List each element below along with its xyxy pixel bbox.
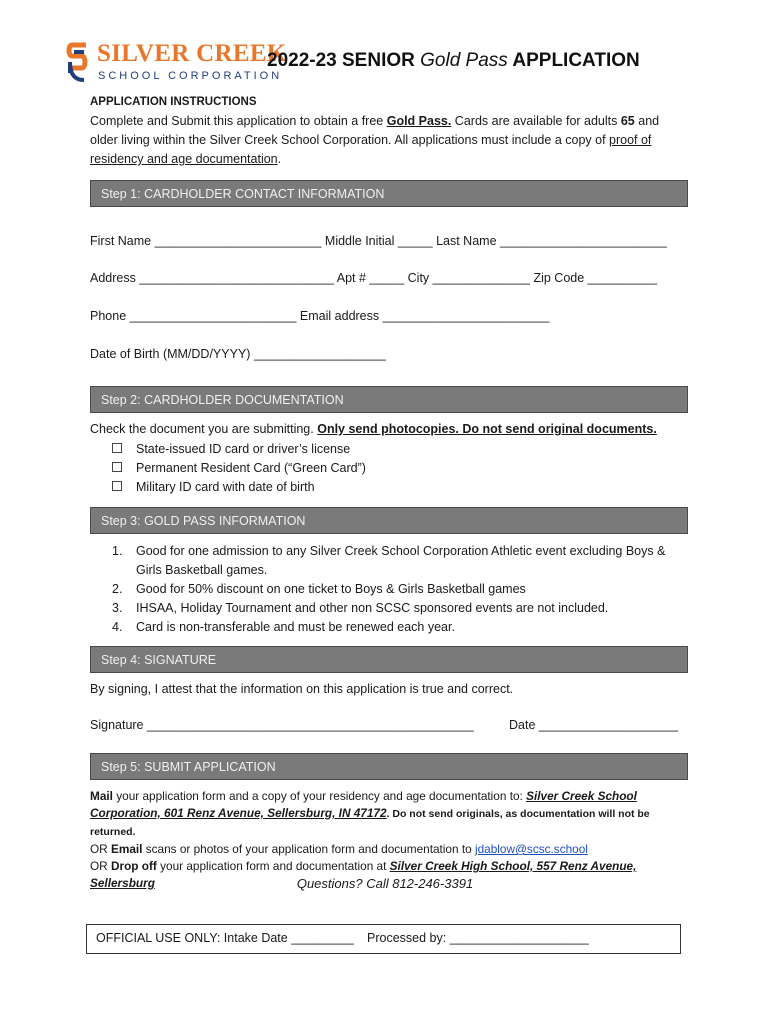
option-military-id[interactable]: Military ID card with date of birth [112, 478, 366, 497]
list-item: 1. Good for one admission to any Silver Creek School Corporation Athletic event excluding Boys & Girls Basketball games. [112, 544, 666, 577]
gold-pass-info-list [112, 542, 682, 637]
step3-header: Step 3: GOLD PASS INFORMATION [90, 507, 688, 534]
contact-fields[interactable]: Phone ________________________ Email address ________________________ [90, 309, 550, 323]
signature-field[interactable]: Signature _______________________________________________ [90, 718, 474, 732]
list-item: 2. Good for 50% discount on one ticket to Boys & Girls Basketball games [112, 582, 526, 596]
documentation-options [112, 440, 366, 497]
list-item: 3. IHSAA, Holiday Tournament and other non SCSC sponsored events are not included. [112, 601, 609, 615]
documentation-intro: Check the document you are submitting. Only send photocopies. Do not send original documents. [90, 422, 657, 436]
email-link[interactable]: jdablow@scsc.school [474, 842, 588, 856]
mail-instruction: Mail your application form and a copy of your residency and age documentation to: Silver Creek School Corporation, 601 Renz Avenue, Sellersburg, IN 47172. Do not send originals, as documentation will not be returned. [90, 789, 650, 838]
checkbox[interactable] [112, 443, 122, 453]
step1-header: Step 1: CARDHOLDER CONTACT INFORMATION [90, 180, 688, 207]
questions-phone: Questions? Call 812-246-3391 [296, 876, 474, 891]
logo-mark-icon [66, 42, 88, 82]
dob-field[interactable]: Date of Birth (MM/DD/YYYY) ___________________ [90, 347, 387, 361]
page-title: 2022-23 SENIOR Gold Pass APPLICATION [267, 50, 640, 71]
instructions-heading: APPLICATION INSTRUCTIONS [90, 96, 257, 108]
intake-date-field[interactable]: OFFICIAL USE ONLY: Intake Date _________ [96, 931, 354, 945]
checkbox[interactable] [112, 481, 122, 491]
attest-text: By signing, I attest that the information on this application is true and correct. [90, 682, 514, 696]
dropoff-instruction: OR Drop off your application form and documentation at Silver Creek High School, 557 Renz Avenue, Sellersburg [90, 859, 637, 890]
step5-header: Step 5: SUBMIT APPLICATION [90, 753, 688, 780]
address-fields[interactable]: Address ____________________________ Apt # _____ City ______________ Zip Code __________ [90, 271, 658, 285]
logo-title: SILVER CREEK [97, 40, 287, 67]
option-state-id[interactable]: State-issued ID card or driver’s license [112, 440, 366, 459]
signature-date-field[interactable]: Date ____________________ [509, 718, 678, 732]
option-green-card[interactable]: Permanent Resident Card (“Green Card”) [112, 459, 366, 478]
step2-header: Step 2: CARDHOLDER DOCUMENTATION [90, 386, 688, 413]
instructions-text: Complete and Submit this application to obtain a free Gold Pass. Cards are available for adults 65 and older living within the Silver Creek School Corporation. All applications must include a copy of proof of residency and age documentation. [90, 114, 660, 166]
logo-subtitle: SCHOOL CORPORATION [98, 70, 283, 82]
name-fields[interactable]: First Name ________________________ Middle Initial _____ Last Name ________________________ [90, 234, 667, 248]
checkbox[interactable] [112, 462, 122, 472]
processed-by-field[interactable]: Processed by: ____________________ [367, 931, 589, 945]
list-item: 4. Card is non-transferable and must be renewed each year. [112, 620, 455, 634]
email-instruction: OR Email scans or photos of your application form and documentation to jdablow@scsc.school [90, 842, 588, 856]
step4-header: Step 4: SIGNATURE [90, 646, 688, 673]
